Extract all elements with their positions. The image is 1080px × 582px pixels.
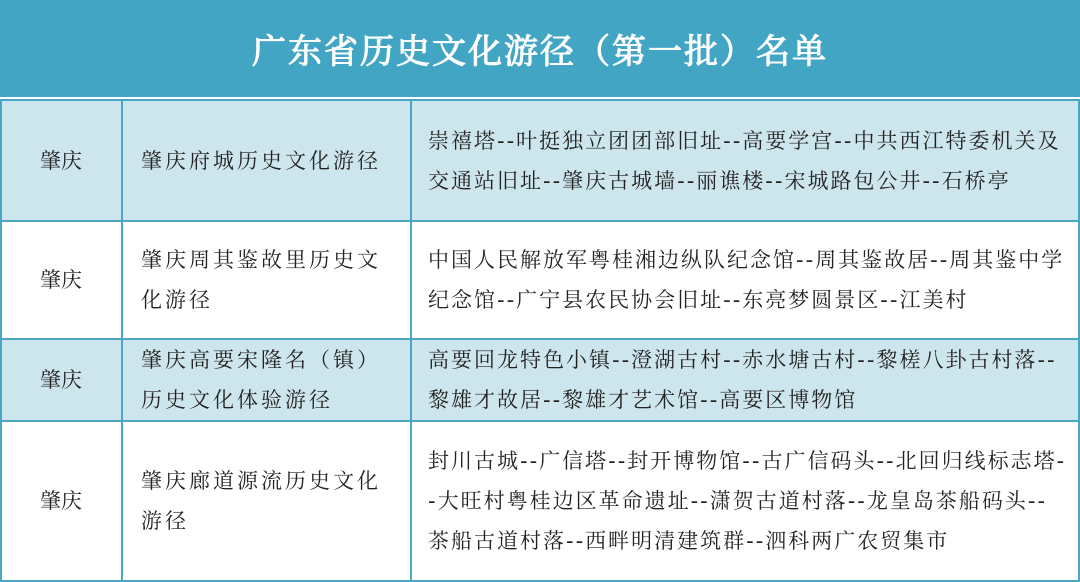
route-name-cell: 肇庆高要宋隆名（镇）历史文化体验游径 (122, 339, 411, 421)
table-row (1, 339, 1079, 421)
table-row (1, 421, 1079, 581)
route-sites-cell: 封川古城--广信塔--封开博物馆--古广信码头--北回归线标志塔--大旺村粤桂边区革命遗址--潇贺古道村落--龙皇岛茶船码头--茶船古道村落--西畔明清建筑群--泗科两广农贸集市 (411, 421, 1079, 581)
route-sites-cell: 高要回龙特色小镇--澄湖古村--赤水塘古村--黎槎八卦古村落--黎雄才故居--黎雄才艺术馆--高要区博物馆 (411, 339, 1079, 421)
table-row (1, 100, 1079, 221)
city-cell: 肇庆 (1, 339, 122, 421)
city-cell: 肇庆 (1, 221, 122, 339)
route-sites-cell: 中国人民解放军粤桂湘边纵队纪念馆--周其鉴故居--周其鉴中学纪念馆--广宁县农民协会旧址--东亮梦圆景区--江美村 (411, 221, 1079, 339)
route-name-cell: 肇庆府城历史文化游径 (122, 100, 411, 221)
route-name-cell: 肇庆周其鉴故里历史文化游径 (122, 221, 411, 339)
city-cell: 肇庆 (1, 421, 122, 581)
routes-table (0, 99, 1080, 582)
page-title: 广东省历史文化游径（第一批）名单 (0, 0, 1080, 97)
city-cell: 肇庆 (1, 100, 122, 221)
table-row (1, 221, 1079, 339)
route-sites-cell: 崇禧塔--叶挺独立团团部旧址--高要学宫--中共西江特委机关及交通站旧址--肇庆古城墙--丽谯楼--宋城路包公井--石桥亭 (411, 100, 1079, 221)
route-name-cell: 肇庆廊道源流历史文化游径 (122, 421, 411, 581)
